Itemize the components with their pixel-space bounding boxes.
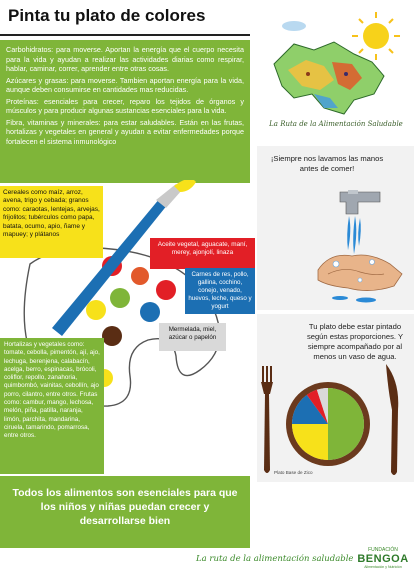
sugars-group-label: Mermelada, miel, azúcar o papelón — [159, 323, 226, 351]
oils-group-label: Aceite vegetal, aguacate, maní, merey, ajonjolí, linaza — [150, 238, 255, 269]
brand-subtitle: Alimentación y Nutrición — [364, 565, 402, 569]
footer-slogan: La ruta de la alimentación saludable — [196, 554, 354, 564]
yellow-paint-dot — [86, 300, 106, 320]
intro-sugars-fats: Azúcares y grasas: para moverse. Tambien aportan energía para la vida, aunque deben consumirse en cantidades mas reducidas. — [6, 75, 244, 94]
plate-illustration — [258, 360, 414, 482]
vegetables-group-label: Hortalizas y vegetales como: tomate, cebolla, pimentón, ají, ajo, lechuga, berenjena, calabacín, acelga, berro, espinacas, brócoli, coliflor, repollo, zanahoria, quimbombó, vainitas, cebollín, ajo porro, cilantro, entre otros. Frutas como: cambur, mango, lechosa, melón, piña, patilla, naranja, limón, parchita, mandarina, ciruela, tamarindo, pomarrosa, entre otros. — [0, 338, 104, 474]
fork-icon — [261, 366, 273, 473]
plate-caption: Plato Base de Zico — [274, 470, 313, 475]
hand-washing-icon — [300, 190, 410, 305]
plate-slice-cereals — [292, 424, 328, 460]
brown-paint-dot — [102, 326, 122, 346]
page-title: Pinta tu plato de colores — [8, 6, 206, 25]
logo-caption: La Ruta de la Alimentación Saludable — [269, 120, 403, 128]
handwash-text: ¡Siempre nos lavamos las manos antes de comer! — [270, 154, 384, 173]
intro-proteins: Proteínas: esenciales para crecer, reparo los tejidos de órganos y músculos y para producir algunas sustancias esenciales para la vida. — [6, 96, 244, 115]
brand-small-text: FUNDACIÓN — [368, 547, 398, 553]
knife-icon — [386, 364, 398, 475]
bottom-message: Todos los alimentos son esenciales para que los niños y niñas puedan crecer y desarrollarse bien — [0, 476, 250, 548]
intro-carbohydrates: Carbohidratos: para moverse. Aportan la energía que el cuerpo necesita para la vida y ayudan a realizar las actividades diarias como respirar, hablar, caminar, correr, aprender entre otras cosas. — [6, 45, 244, 73]
nutrients-intro-box — [0, 40, 250, 183]
title-underline — [0, 34, 250, 36]
plate-proportions-text: Tu plato debe estar pintado según estas proporciones. Y siempre acompañado por al menos un vaso de agua. — [306, 322, 404, 361]
cloud-icon — [282, 21, 306, 31]
orange-paint-dot — [131, 267, 149, 285]
venezuela-map-icon — [274, 42, 384, 114]
plate-pie — [292, 388, 364, 460]
fundacion-bengoa-logo — [355, 547, 411, 570]
blue-paint-dot — [140, 302, 160, 322]
cereals-group-label: Cereales como maíz, arroz, avena, trigo y cebada; granos como: caraotas, lentejas, arvejas, frijolitos; tubérculos como papa, batata, ocumo, apio, ñame y mapuey; y plátanos — [0, 186, 103, 258]
green-paint-dot — [110, 288, 130, 308]
sun-icon — [352, 12, 400, 60]
red2-paint-dot — [156, 280, 176, 300]
intro-fiber-vitamins: Fibra, vitaminas y minerales: para estar saludables. Están en las frutas, hortalizas y vegetales en general y ayudan a evitar enfermedades porque fortalecen el sistema inmunológico — [6, 117, 244, 146]
brand-name: BENGOA — [357, 553, 409, 565]
proteins-group-label: Carnes de res, pollo, gallina, cochino, conejo, venado, huevos, leche, queso y yogurt — [185, 268, 255, 314]
